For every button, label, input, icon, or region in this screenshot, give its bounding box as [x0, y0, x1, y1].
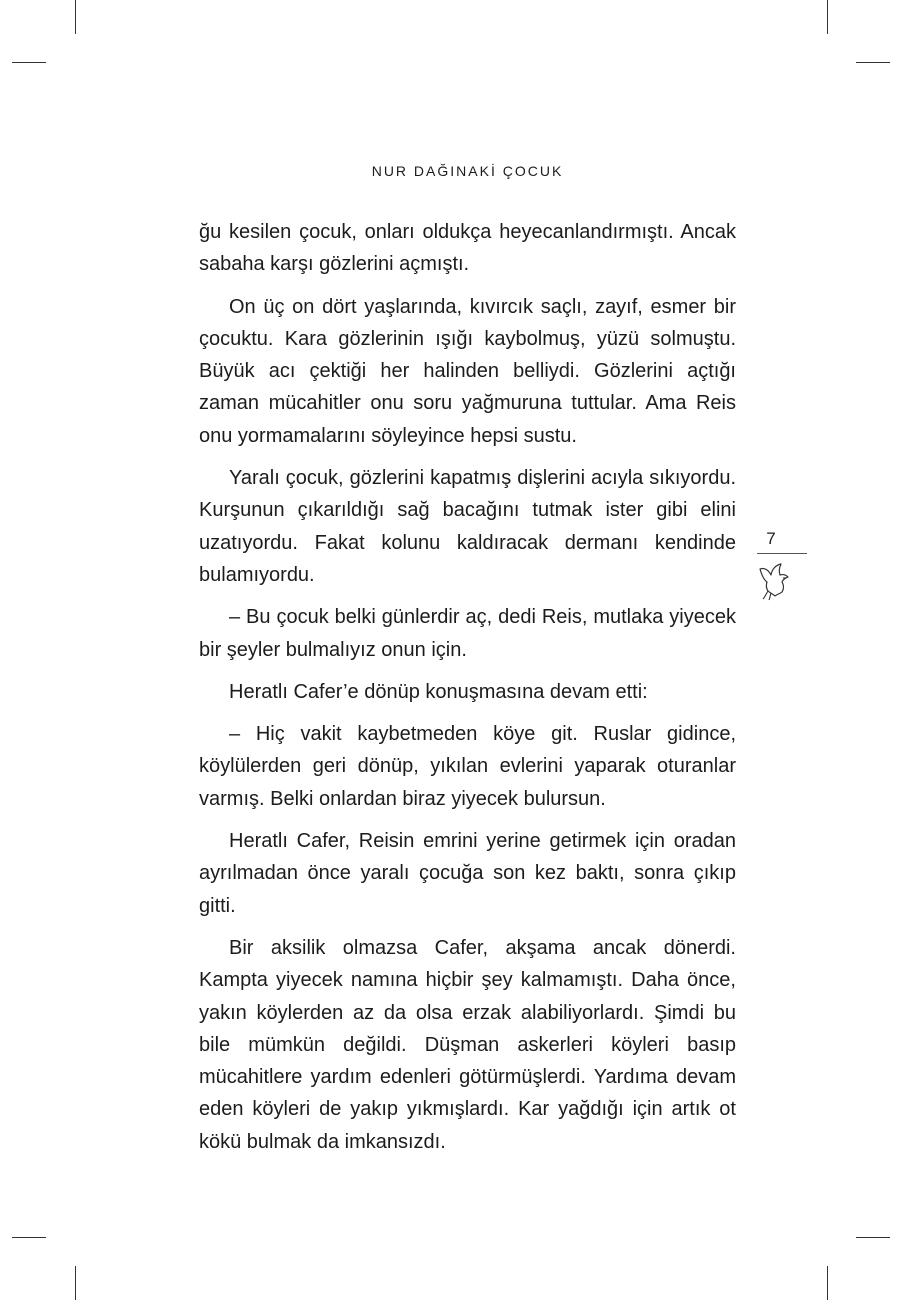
running-head: NUR DAĞINAKİ ÇOCUK	[371, 163, 564, 179]
crop-mark-bottom-left	[75, 1266, 76, 1300]
dialogue-paragraph: – Bu çocuk belki günlerdir aç, dedi Reis, mutlaka yiyecek bir şeyler bulmalıyız onun için.	[199, 606, 736, 661]
paragraph: Heratlı Cafer, Reisin emrini yerine getirmek için oradan ayrılmadan önce yaralı çocuğa son kez baktı, sonra çıkıp gitti.	[199, 830, 736, 917]
crop-mark-right-bottom	[856, 1237, 890, 1238]
paragraph: ğu kesilen çocuk, onları oldukça heyecanlandırmıştı. Ancak sabaha karşı gözlerini açmıştı.	[199, 221, 736, 276]
paragraph: Bir aksilik olmazsa Cafer, akşama ancak dönerdi. Kampta yiyecek namına hiçbir şey kalmamıştı. Daha önce, yakın köylerden az da olsa erzak alabiliyorlardı. Şimdi bu bile mümkün değildi. Düşman askerleri köyleri basıp mücahitlere yardım edenleri götürmüşlerdi. Yardıma devam eden köyleri de yakıp yıkmışlardı. Kar yağdığı için artık ot kökü bulmak da imkansızdı.	[199, 936, 736, 1153]
crop-mark-left-top	[12, 62, 46, 63]
crop-mark-top-left	[75, 0, 76, 34]
crop-mark-right-top	[856, 62, 890, 63]
page-number: 7	[766, 529, 776, 548]
paragraph: On üç on dört yaşlarında, kıvırcık saçlı, zayıf, esmer bir çocuktu. Kara gözlerinin ışığı kaybolmuş, yüzü solmuştu. Büyük acı çektiği her halinden belliydi. Gözlerini açtığı zaman mücahitler onu soru yağmuruna tuttular. Ama Reis onu yormamalarını söyleyince hepsi sustu.	[199, 295, 736, 447]
folio-rule	[757, 553, 807, 554]
crop-mark-left-bottom	[12, 1237, 46, 1238]
crop-mark-bottom-right	[827, 1266, 828, 1300]
body-text	[199, 216, 736, 1168]
dove-icon	[757, 561, 793, 601]
crop-mark-top-right	[827, 0, 828, 34]
paragraph: Yaralı çocuk, gözlerini kapatmış dişlerini acıyla sıkıyordu. Kurşunun çıkarıldığı sağ bacağını tutmak ister gibi elini uzatıyordu. Fakat kolunu kaldıracak dermanı kendinde bulamıyordu.	[199, 467, 736, 586]
dialogue-paragraph: – Hiç vakit kaybetmeden köye git. Ruslar gidince, köylülerden geri dönüp, yıkılan evlerini yaparak oturanlar varmış. Belki onlardan biraz yiyecek bulursun.	[199, 723, 736, 810]
paragraph: Heratlı Cafer’e dönüp konuşmasına devam etti:	[229, 680, 648, 703]
folio	[757, 529, 805, 549]
